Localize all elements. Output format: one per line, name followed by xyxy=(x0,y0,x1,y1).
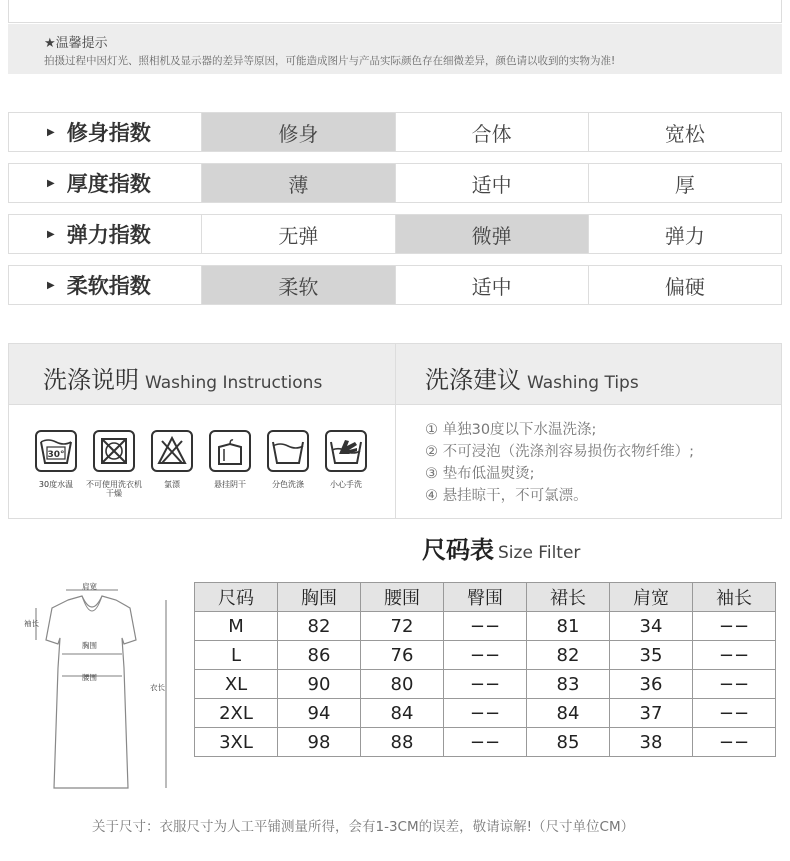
size-cell: −− xyxy=(444,728,527,757)
size-cell: −− xyxy=(693,670,776,699)
index-row xyxy=(8,112,782,152)
index-option: 薄 xyxy=(201,164,394,202)
notice-text: 拍摄过程中因灯光、照相机及显示器的差异等原因，可能造成图片与产品实际颜色存在细微差异，颜色请以收到的实物为准! xyxy=(44,55,616,67)
no-tumble-dry-label: 不可使用洗衣机干燥 xyxy=(86,480,142,498)
table-row xyxy=(195,699,776,728)
index-title xyxy=(9,164,201,202)
washing-tip: ① 单独30度以下水温洗涤; xyxy=(425,422,597,438)
size-table-header xyxy=(195,583,776,612)
size-header-cell: 袖长 xyxy=(693,583,776,612)
index-option: 柔软 xyxy=(201,266,394,304)
no-tumble-dry-icon xyxy=(93,430,135,472)
table-row xyxy=(195,670,776,699)
size-cell: −− xyxy=(444,670,527,699)
index-title xyxy=(9,113,201,151)
size-cell: M xyxy=(195,612,278,641)
index-option: 厚 xyxy=(588,164,781,202)
table-row xyxy=(195,641,776,670)
index-title-text: 弹力指数 xyxy=(66,223,151,247)
washing-tip: ③ 垫布低温熨烫; xyxy=(425,466,535,482)
size-cell: 94 xyxy=(278,699,361,728)
index-title-text: 厚度指数 xyxy=(66,172,151,196)
size-cell: 86 xyxy=(278,641,361,670)
size-table xyxy=(194,582,776,757)
index-title xyxy=(9,215,201,253)
wash-30-label: 30度水温 xyxy=(38,480,74,489)
washing-instructions-title: 洗涤说明 Washing Instructions xyxy=(43,366,323,394)
length-label: 衣长 xyxy=(150,683,165,692)
size-cell: 84 xyxy=(527,699,610,728)
washing-tip: ② 不可浸泡（洗涤剂容易损伤衣物纤维）; xyxy=(425,444,694,460)
size-cell: −− xyxy=(693,641,776,670)
washing-tip: ④ 悬挂晾干，不可氯漂。 xyxy=(425,488,588,504)
washing-divider xyxy=(395,344,396,518)
waist-label: 腰围 xyxy=(82,673,97,682)
size-cell: 83 xyxy=(527,670,610,699)
size-cell: −− xyxy=(693,699,776,728)
size-cell: L xyxy=(195,641,278,670)
size-header-cell: 腰围 xyxy=(361,583,444,612)
top-panel xyxy=(8,0,782,23)
size-cell: 72 xyxy=(361,612,444,641)
size-cell: 82 xyxy=(278,612,361,641)
wash-30-symbol: 30° xyxy=(47,450,65,460)
size-cell: 85 xyxy=(527,728,610,757)
notice-panel xyxy=(8,24,782,74)
index-row xyxy=(8,214,782,254)
size-cell: −− xyxy=(693,612,776,641)
size-cell: −− xyxy=(444,641,527,670)
size-cell: 80 xyxy=(361,670,444,699)
index-option: 合体 xyxy=(395,113,588,151)
size-header-cell: 胸围 xyxy=(278,583,361,612)
separate-wash-label: 分色洗涤 xyxy=(272,480,304,489)
size-cell: 84 xyxy=(361,699,444,728)
no-bleach-label: 氯漂 xyxy=(164,480,180,489)
index-option: 无弹 xyxy=(201,215,394,253)
chest-label: 胸围 xyxy=(82,641,97,650)
wash-30-icon xyxy=(35,430,77,472)
size-header-cell: 臀围 xyxy=(444,583,527,612)
table-row xyxy=(195,612,776,641)
hand-wash-label: 小心手洗 xyxy=(330,480,362,489)
size-cell: 98 xyxy=(278,728,361,757)
index-row xyxy=(8,265,782,305)
size-cell: −− xyxy=(693,728,776,757)
hand-wash-icon xyxy=(325,430,367,472)
index-option: 弹力 xyxy=(588,215,781,253)
notice-title: ★温馨提示 xyxy=(44,36,108,51)
size-header-cell: 肩宽 xyxy=(610,583,693,612)
size-header-cell: 裙长 xyxy=(527,583,610,612)
size-cell: 35 xyxy=(610,641,693,670)
table-row xyxy=(195,728,776,757)
size-cell: 90 xyxy=(278,670,361,699)
size-footnote: 关于尺寸：衣服尺寸为人工平铺测量所得，会有1-3CM的误差，敬请谅解!（尺寸单位CM） xyxy=(92,819,635,835)
no-bleach-icon xyxy=(151,430,193,472)
size-cell: 82 xyxy=(527,641,610,670)
size-cell: 81 xyxy=(527,612,610,641)
index-option: 适中 xyxy=(395,266,588,304)
index-option: 修身 xyxy=(201,113,394,151)
size-cell: 36 xyxy=(610,670,693,699)
size-cell: −− xyxy=(444,699,527,728)
size-cell: 2XL xyxy=(195,699,278,728)
size-cell: 3XL xyxy=(195,728,278,757)
size-cell: 37 xyxy=(610,699,693,728)
size-header-cell: 尺码 xyxy=(195,583,278,612)
index-option: 偏硬 xyxy=(588,266,781,304)
shoulder-label: 肩宽 xyxy=(82,582,97,591)
index-option: 适中 xyxy=(395,164,588,202)
arrow-right-icon: ▶ xyxy=(47,177,55,189)
size-chart-title: 尺码表 Size Filter xyxy=(422,536,581,564)
index-option: 宽松 xyxy=(588,113,781,151)
hang-dry-label: 悬挂阴干 xyxy=(214,480,246,489)
index-title-text: 柔软指数 xyxy=(66,274,151,298)
size-cell: 76 xyxy=(361,641,444,670)
arrow-right-icon: ▶ xyxy=(47,228,55,240)
size-cell: −− xyxy=(444,612,527,641)
size-cell: XL xyxy=(195,670,278,699)
size-cell: 38 xyxy=(610,728,693,757)
arrow-right-icon: ▶ xyxy=(47,279,55,291)
index-row xyxy=(8,163,782,203)
sleeve-label: 袖长 xyxy=(24,619,39,628)
size-cell: 88 xyxy=(361,728,444,757)
index-title-text: 修身指数 xyxy=(66,121,151,145)
index-title xyxy=(9,266,201,304)
washing-tips-list xyxy=(425,419,694,507)
hang-dry-icon xyxy=(209,430,251,472)
index-option: 微弹 xyxy=(395,215,588,253)
size-cell: 34 xyxy=(610,612,693,641)
washing-panel xyxy=(8,343,782,519)
arrow-right-icon: ▶ xyxy=(47,126,55,138)
washing-tips-title: 洗涤建议 Washing Tips xyxy=(425,366,639,394)
separate-wash-icon xyxy=(267,430,309,472)
dress-diagram xyxy=(20,578,180,798)
